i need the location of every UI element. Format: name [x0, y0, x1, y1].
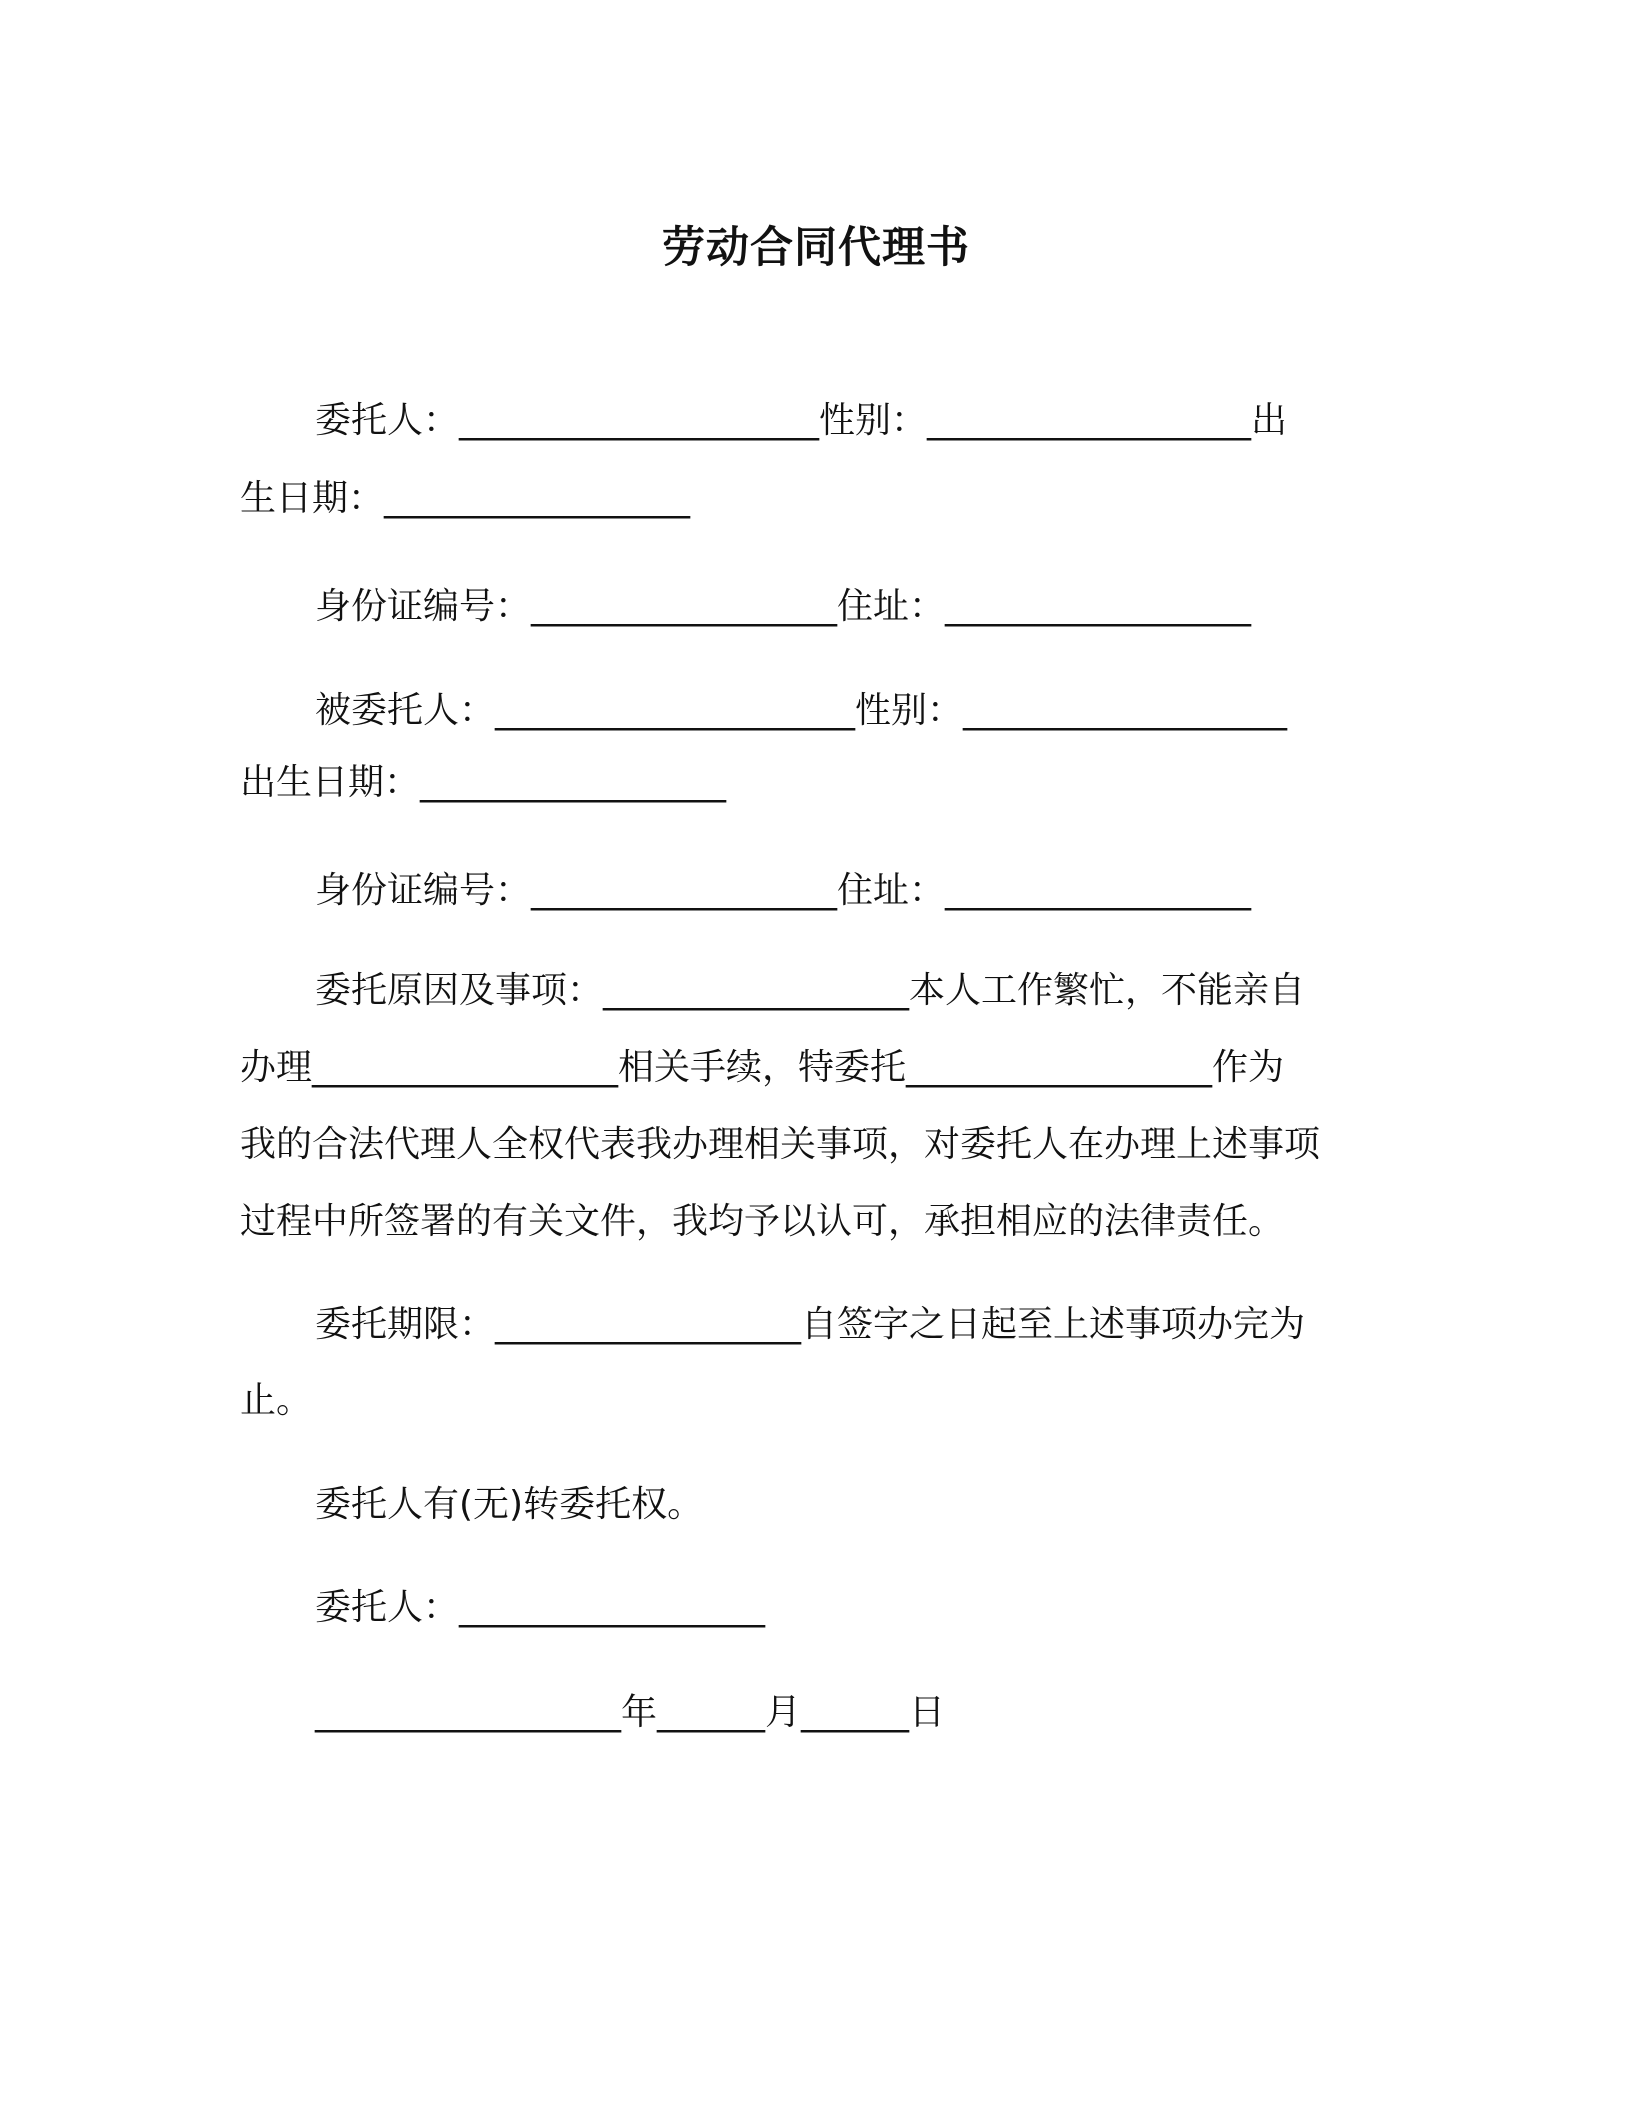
term-paragraph-line-2: 止。 — [240, 1380, 313, 1421]
reason-paragraph-line-4: 过程中所签署的有关文件，我均予以认可，承担相应的法律责任。 — [240, 1201, 1285, 1242]
document-title: 劳动合同代理书 — [662, 223, 970, 273]
principal-id-address-line: 身份证编号：_________________住址：_________________ — [315, 586, 1252, 627]
reason-paragraph-line-2: 办理_________________相关手续，特委托_________________作为 — [240, 1047, 1285, 1088]
agent-info-line-1: 被委托人：____________________性别：__________________ — [315, 690, 1288, 731]
date-line: _________________年______月______日 — [315, 1692, 945, 1733]
principal-info-line-2: 生日期：_________________ — [240, 478, 691, 519]
agent-id-address-line: 身份证编号：_________________住址：_________________ — [315, 870, 1252, 911]
principal-info-line-1: 委托人：____________________性别：__________________出 — [315, 400, 1288, 441]
sub-delegation-line: 委托人有(无)转委托权。 — [315, 1484, 704, 1525]
agent-info-line-2: 出生日期：_________________ — [240, 762, 727, 803]
signature-line: 委托人：_________________ — [315, 1587, 766, 1628]
reason-paragraph-line-3: 我的合法代理人全权代表我办理相关事项，对委托人在办理上述事项 — [240, 1124, 1321, 1165]
reason-paragraph-line-1: 委托原因及事项：_________________本人工作繁忙，不能亲自 — [315, 970, 1306, 1011]
term-paragraph-line-1: 委托期限：_________________自签字之日起至上述事项办完为 — [315, 1304, 1306, 1345]
